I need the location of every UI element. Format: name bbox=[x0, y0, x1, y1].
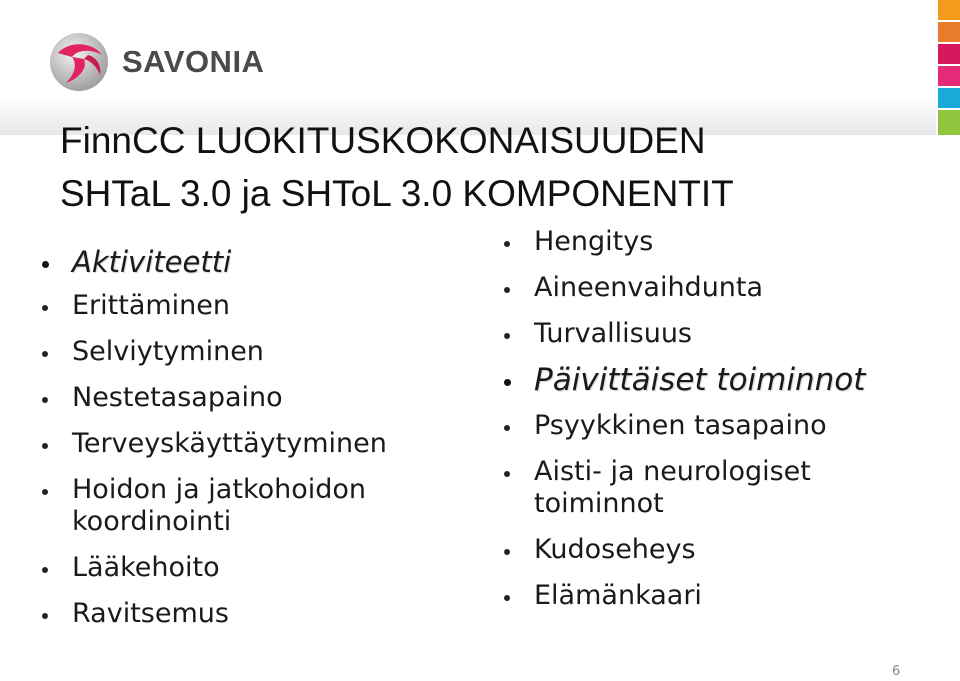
logo-text: SAVONIA bbox=[122, 44, 265, 79]
slide-title bbox=[60, 114, 734, 220]
strip-dark-orange bbox=[938, 22, 960, 42]
list-item: Lääkehoito bbox=[38, 552, 458, 584]
list-item: Turvallisuus bbox=[500, 318, 920, 350]
strip-pink bbox=[938, 66, 960, 86]
strip-orange bbox=[938, 0, 960, 20]
list-item: Aisti- ja neurologiset toiminnot bbox=[500, 456, 920, 520]
left-component-list bbox=[38, 246, 458, 644]
list-item: Psyykkinen tasapaino bbox=[500, 410, 920, 442]
slide-title-line-2: SHTaL 3.0 ja SHToL 3.0 KOMPONENTIT bbox=[60, 173, 734, 214]
list-item: Erittäminen bbox=[38, 290, 458, 322]
list-item: Hoidon ja jatkohoidon koordinointi bbox=[38, 474, 458, 538]
list-item: Elämänkaari bbox=[500, 580, 920, 612]
color-strip bbox=[938, 0, 960, 135]
strip-blue bbox=[938, 88, 960, 108]
savonia-logo bbox=[48, 30, 264, 94]
savonia-logo-icon bbox=[48, 31, 110, 93]
list-item: Aktiviteetti bbox=[38, 246, 458, 278]
page-number: 6 bbox=[892, 664, 901, 679]
list-item: Hengitys bbox=[500, 226, 920, 258]
slide-title-line-1: FinnCC LUOKITUSKOKONAISUUDEN bbox=[60, 120, 706, 161]
list-item: Päivittäiset toiminnot bbox=[500, 364, 920, 396]
right-component-list bbox=[500, 226, 920, 626]
list-item: Ravitsemus bbox=[38, 598, 458, 630]
list-item: Aineenvaihdunta bbox=[500, 272, 920, 304]
list-item: Kudoseheys bbox=[500, 534, 920, 566]
list-item: Nestetasapaino bbox=[38, 382, 458, 414]
list-item: Selviytyminen bbox=[38, 336, 458, 368]
strip-crimson bbox=[938, 44, 960, 64]
strip-green bbox=[938, 110, 960, 135]
list-item: Terveyskäyttäytyminen bbox=[38, 428, 458, 460]
